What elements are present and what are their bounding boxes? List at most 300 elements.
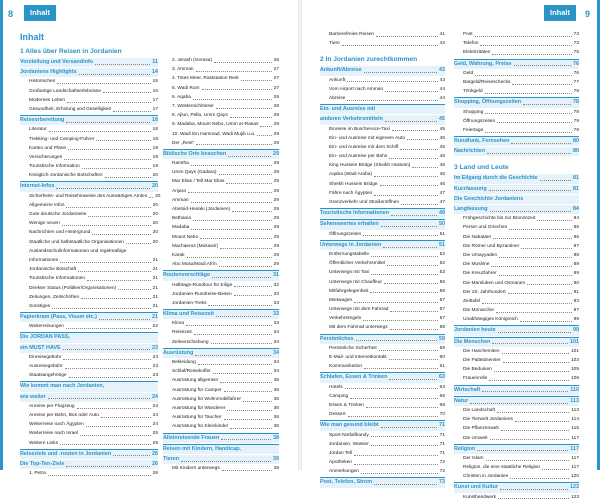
toc-entry[interactable] xyxy=(163,260,279,269)
toc-entry[interactable] xyxy=(163,74,279,83)
toc-section-entry[interactable] xyxy=(454,136,579,146)
toc-entry[interactable] xyxy=(320,85,445,94)
dot-leader xyxy=(196,139,272,146)
dot-leader xyxy=(224,386,272,393)
toc-entry[interactable] xyxy=(320,268,445,277)
toc-entry[interactable] xyxy=(320,296,445,305)
toc-entry[interactable] xyxy=(454,242,579,251)
toc-entry[interactable] xyxy=(163,177,279,186)
toc-page-number: 29 xyxy=(273,122,279,128)
toc-section-entry[interactable] xyxy=(454,444,579,454)
dot-leader xyxy=(371,440,438,447)
toc-page-number: 59 xyxy=(439,335,445,342)
toc-page-number: 58 xyxy=(439,325,445,331)
toc-page-number: 68 xyxy=(439,402,445,408)
dot-leader xyxy=(118,284,150,291)
toc-entry[interactable] xyxy=(163,102,279,111)
toc-page-number: 29 xyxy=(273,161,279,167)
dot-leader xyxy=(523,98,571,105)
dot-leader xyxy=(385,115,437,122)
toc-entry[interactable] xyxy=(454,30,579,39)
toc-entry[interactable] xyxy=(320,76,445,85)
toc-entry[interactable] xyxy=(20,162,158,171)
toc-section-entry[interactable] xyxy=(454,185,579,194)
toc-entry[interactable] xyxy=(454,214,579,223)
toc-section-entry[interactable] xyxy=(320,240,445,250)
toc-section-entry[interactable] xyxy=(320,334,445,344)
toc-page-number: 57 xyxy=(439,307,445,313)
dot-leader xyxy=(193,93,272,100)
toc-entry[interactable] xyxy=(163,395,279,404)
toc-entry[interactable] xyxy=(163,233,279,242)
dot-leader xyxy=(348,410,438,417)
toc-entry[interactable] xyxy=(320,305,445,314)
dot-leader xyxy=(381,220,437,227)
toc-section-entry[interactable] xyxy=(320,219,445,229)
toc-entry[interactable] xyxy=(454,78,579,87)
toc-entry[interactable] xyxy=(320,152,445,161)
toc-entry[interactable] xyxy=(20,371,158,380)
toc-entry[interactable] xyxy=(163,223,279,232)
dot-leader xyxy=(79,68,150,75)
toc-entry[interactable] xyxy=(20,171,158,180)
toc-entry-title: Klima xyxy=(172,321,184,327)
toc-entry[interactable] xyxy=(20,219,158,228)
toc-entry[interactable] xyxy=(163,281,279,290)
toc-page-number: 57 xyxy=(439,316,445,322)
toc-section-entry[interactable] xyxy=(320,477,445,487)
toc-page-number: 84 xyxy=(573,216,579,222)
dot-leader xyxy=(56,182,150,189)
toc-page-number: 77 xyxy=(573,79,579,85)
dot-leader xyxy=(60,439,151,446)
toc-entry[interactable] xyxy=(454,406,579,415)
dot-leader xyxy=(63,353,150,360)
toc-section-entry[interactable] xyxy=(454,59,579,69)
toc-entry[interactable] xyxy=(20,96,158,105)
toc-section-entry[interactable] xyxy=(20,344,158,353)
dot-leader xyxy=(345,383,438,390)
toc-entry[interactable] xyxy=(20,274,158,283)
toc-entry-title: Im Eilgang durch die Geschichte xyxy=(454,175,538,182)
toc-section-entry[interactable] xyxy=(454,195,579,204)
toc-entry[interactable] xyxy=(320,392,445,401)
toc-section-entry[interactable] xyxy=(454,174,579,183)
toc-entry-title: Frühgeschichte bis zur Bronzezeit xyxy=(463,216,536,222)
toc-entry[interactable] xyxy=(454,415,579,424)
toc-entry[interactable] xyxy=(163,120,279,129)
dot-leader xyxy=(537,214,571,221)
toc-entry-title: Königlich-Jordanische Botschaften xyxy=(29,173,103,179)
toc-entry-title: Die Muslime xyxy=(463,262,490,268)
dot-leader xyxy=(87,274,151,281)
toc-entry[interactable] xyxy=(20,238,158,247)
toc-entry[interactable] xyxy=(454,87,579,96)
toc-entry[interactable] xyxy=(320,314,445,323)
toc-entry[interactable] xyxy=(20,105,158,114)
toc-entry[interactable] xyxy=(320,362,445,371)
toc-entry[interactable] xyxy=(163,413,279,422)
toc-entry[interactable] xyxy=(454,251,579,260)
toc-entry[interactable] xyxy=(320,323,445,332)
toc-entry[interactable] xyxy=(454,233,579,242)
toc-entry[interactable] xyxy=(20,302,158,311)
toc-list-1 xyxy=(20,58,161,478)
toc-entry[interactable] xyxy=(320,353,445,362)
dot-leader xyxy=(470,397,568,404)
toc-page-number: 11 xyxy=(152,59,158,65)
toc-entry[interactable] xyxy=(320,180,445,189)
toc-section-entry[interactable] xyxy=(163,348,279,358)
toc-entry-title: Geld, Währung, Preise xyxy=(454,60,512,67)
toc-entry[interactable] xyxy=(163,319,279,328)
toc-section-entry[interactable] xyxy=(20,381,158,391)
toc-page-number: 42 xyxy=(439,41,445,47)
toc-entry[interactable] xyxy=(20,420,158,429)
toc-entry[interactable] xyxy=(20,210,158,219)
dot-leader xyxy=(77,402,151,409)
toc-entry-title: Versicherungen xyxy=(29,154,63,160)
toc-page-number: 29 xyxy=(273,243,279,249)
toc-section-entry[interactable] xyxy=(20,460,158,469)
toc-entry[interactable] xyxy=(320,259,445,268)
toc-entry-title: Grenzverkehr und Straßenöffnen xyxy=(329,200,400,205)
toc-page-number: 20 xyxy=(152,173,158,179)
toc-entry[interactable] xyxy=(20,402,158,411)
toc-page-number: 34 xyxy=(273,360,279,365)
toc-section-entry[interactable] xyxy=(20,181,158,191)
toc-entry[interactable] xyxy=(20,293,158,302)
toc-entry-title: Bekleidung xyxy=(172,360,196,365)
toc-entry[interactable] xyxy=(320,30,445,39)
toc-section-entry[interactable] xyxy=(454,482,579,492)
toc-page-number: 93 xyxy=(573,298,579,304)
toc-entry[interactable] xyxy=(454,356,579,365)
toc-entry[interactable] xyxy=(454,493,579,502)
toc-entry-title: Sheikh Hussein Bridge xyxy=(329,181,378,187)
toc-entry-title: Die Pflanzenwelt xyxy=(463,426,499,432)
toc-entry[interactable] xyxy=(20,265,158,274)
toc-entry-title: Die Beduinen xyxy=(463,367,492,373)
toc-entry[interactable] xyxy=(163,290,279,299)
toc-entry[interactable] xyxy=(163,404,279,413)
toc-entry[interactable] xyxy=(454,69,579,78)
toc-entry[interactable] xyxy=(20,429,158,438)
toc-entry[interactable] xyxy=(454,117,579,126)
toc-entry-title: Unabhängiges Königreich xyxy=(463,317,518,323)
toc-page-number: 71 xyxy=(439,422,445,429)
toc-page-number: 87 xyxy=(573,243,579,249)
toc-entry-title: Shopping, Öffnungszeiten xyxy=(454,99,522,106)
toc-entry[interactable] xyxy=(320,230,445,239)
toc-entry[interactable] xyxy=(20,256,158,265)
toc-page-number: 21 xyxy=(152,294,158,300)
toc-page-number: 35 xyxy=(273,387,279,393)
toc-entry-title: Kommunikation xyxy=(329,364,363,370)
toc-section-entry[interactable] xyxy=(454,325,579,335)
toc-entry-title: Wenige neuen xyxy=(29,221,60,227)
toc-entry[interactable] xyxy=(454,347,579,356)
toc-entry[interactable] xyxy=(163,214,279,223)
toc-page-number: 29 xyxy=(273,252,279,258)
toc-entry-title: Der 20. Jahrhundert xyxy=(463,289,506,295)
toc-entry-title: Ein- und Ausreise mit eigenem Auto xyxy=(329,135,405,141)
toc-entry[interactable] xyxy=(163,328,279,337)
toc-entry[interactable] xyxy=(320,458,445,467)
toc-entry[interactable] xyxy=(454,306,579,315)
toc-entry[interactable] xyxy=(20,322,158,331)
toc-entry[interactable] xyxy=(320,287,445,296)
dot-leader xyxy=(371,431,438,438)
dot-leader xyxy=(92,228,150,235)
toc-section-entry[interactable] xyxy=(454,97,579,107)
toc-entry[interactable] xyxy=(320,161,445,170)
toc-section-entry[interactable] xyxy=(320,115,445,124)
toc-section-entry[interactable] xyxy=(163,270,279,280)
toc-entry[interactable] xyxy=(163,65,279,74)
toc-entry[interactable] xyxy=(320,125,445,134)
toc-entry-title: Ankunft/Abreise xyxy=(320,67,362,74)
toc-section-entry[interactable] xyxy=(320,104,445,114)
toc-entry[interactable] xyxy=(320,344,445,353)
toc-entry[interactable] xyxy=(320,94,445,103)
dot-leader xyxy=(380,180,438,187)
toc-section-entry[interactable] xyxy=(20,68,158,77)
toc-page-number: 36 xyxy=(273,424,279,430)
toc-entry[interactable] xyxy=(320,278,445,287)
toc-list-4 xyxy=(454,30,579,502)
dot-leader xyxy=(226,177,271,184)
toc-entry[interactable] xyxy=(20,469,158,478)
toc-entry-title: Reisezeit xyxy=(172,330,192,336)
toc-entry[interactable] xyxy=(454,365,579,374)
toc-section-entry[interactable] xyxy=(163,433,279,443)
toc-section-entry[interactable] xyxy=(320,66,445,75)
toc-entry[interactable] xyxy=(163,358,279,367)
dot-leader xyxy=(490,205,571,212)
toc-section-entry[interactable] xyxy=(163,455,279,464)
toc-page-number: 59 xyxy=(439,345,445,351)
toc-entry[interactable] xyxy=(163,168,279,177)
toc-page-number: 72 xyxy=(439,469,445,475)
toc-page-number: 28 xyxy=(273,103,279,109)
toc-entry[interactable] xyxy=(320,143,445,152)
toc-entry[interactable] xyxy=(20,362,158,371)
dot-leader xyxy=(232,205,272,212)
toc-page-number: 45 xyxy=(439,144,445,150)
toc-entry[interactable] xyxy=(20,201,158,210)
toc-entry-title: Nachrichten xyxy=(454,148,486,155)
toc-page-number: 20 xyxy=(152,230,158,236)
toc-entry-title: Die Monarchie xyxy=(463,308,494,314)
toc-page-number: 43 xyxy=(439,67,445,74)
dot-leader xyxy=(103,87,151,94)
toc-entry[interactable] xyxy=(163,299,279,308)
toc-page-number: 110 xyxy=(570,386,579,393)
toc-entry[interactable] xyxy=(454,48,579,57)
toc-page-number: 29 xyxy=(273,170,279,176)
toc-section-entry[interactable] xyxy=(454,337,579,347)
toc-entry[interactable] xyxy=(320,467,445,476)
toc-entry-title: Zeittafel xyxy=(463,298,481,304)
toc-page-number: 33 xyxy=(273,321,279,327)
toc-entry[interactable] xyxy=(320,449,445,458)
toc-entry[interactable] xyxy=(454,297,579,306)
toc-entry[interactable] xyxy=(454,108,579,117)
toc-entry[interactable] xyxy=(20,439,158,448)
dot-leader xyxy=(62,219,151,226)
toc-entry[interactable] xyxy=(163,205,279,214)
toc-section-entry[interactable] xyxy=(454,385,579,395)
toc-entry-title: Mar Elias / Tell Mar Elias xyxy=(172,179,225,185)
toc-entry[interactable] xyxy=(163,84,279,93)
toc-entry[interactable] xyxy=(454,223,579,232)
toc-entry[interactable] xyxy=(454,472,579,481)
dot-leader xyxy=(196,65,272,72)
toc-entry[interactable] xyxy=(320,39,445,48)
toc-entry[interactable] xyxy=(163,130,279,139)
toc-entry[interactable] xyxy=(163,242,279,251)
toc-entry-title: Weiterreise nach Ägypten xyxy=(29,422,84,428)
toc-page-number: 63 xyxy=(439,374,445,381)
toc-entry[interactable] xyxy=(320,383,445,392)
dot-leader xyxy=(194,328,272,335)
toc-entry[interactable] xyxy=(20,353,158,362)
toc-entry[interactable] xyxy=(20,284,158,293)
toc-section-entry[interactable] xyxy=(20,393,158,402)
toc-entry[interactable] xyxy=(454,463,579,472)
toc-entry[interactable] xyxy=(20,192,161,201)
dot-leader xyxy=(374,189,437,196)
toc-section-entry[interactable] xyxy=(163,309,279,319)
toc-entry[interactable] xyxy=(454,434,579,443)
toc-entry[interactable] xyxy=(20,247,158,256)
toc-entry[interactable] xyxy=(20,125,158,134)
toc-section-entry[interactable] xyxy=(320,372,445,382)
toc-entry[interactable] xyxy=(163,159,279,168)
toc-entry[interactable] xyxy=(320,410,445,419)
toc-entry[interactable] xyxy=(454,260,579,269)
toc-entry-title: Religion, die eine staatliche Religion xyxy=(463,465,541,471)
toc-entry[interactable] xyxy=(320,198,445,207)
toc-entry[interactable] xyxy=(454,315,579,324)
toc-entry[interactable] xyxy=(163,367,279,376)
toc-section-entry[interactable] xyxy=(454,205,579,214)
toc-entry[interactable] xyxy=(163,386,279,395)
toc-entry[interactable] xyxy=(320,170,445,179)
toc-entry[interactable] xyxy=(20,144,158,153)
toc-entry[interactable] xyxy=(320,401,445,410)
toc-page-number: 28 xyxy=(273,94,279,100)
toc-entry[interactable] xyxy=(20,153,158,162)
toc-entry-title: Alleinreisende Frauen xyxy=(163,434,220,441)
toc-entry[interactable] xyxy=(163,139,279,148)
toc-section-entry[interactable] xyxy=(163,444,279,454)
toc-entry[interactable] xyxy=(454,279,579,288)
toc-entry-title: Abu Musa/Wadi Afrin xyxy=(172,262,217,268)
dot-leader xyxy=(354,296,437,303)
toc-page-number: 79 xyxy=(573,118,579,124)
toc-entry-title: Papierkram (Pass, Visum etc.) xyxy=(20,314,97,321)
toc-section-entry[interactable] xyxy=(20,115,158,125)
toc-section-entry[interactable] xyxy=(454,147,579,156)
toc-entry[interactable] xyxy=(20,135,158,144)
toc-entry[interactable] xyxy=(163,93,279,102)
toc-entry[interactable] xyxy=(20,77,158,86)
toc-entry-title: 3. Amman xyxy=(172,67,194,73)
toc-entry[interactable] xyxy=(20,228,158,237)
toc-entry[interactable] xyxy=(454,269,579,278)
toc-entry[interactable] xyxy=(454,454,579,463)
toc-section-entry[interactable] xyxy=(20,449,158,459)
toc-entry[interactable] xyxy=(163,56,279,65)
toc-page-number: 101 xyxy=(570,348,579,354)
dot-leader xyxy=(66,322,151,329)
toc-section-entry[interactable] xyxy=(20,332,158,342)
toc-entry-title: Einreisegebühr xyxy=(29,354,62,360)
toc-entry[interactable] xyxy=(454,39,579,48)
toc-page-number: 20 xyxy=(152,239,158,245)
dot-leader xyxy=(363,314,437,321)
toc-entry[interactable] xyxy=(320,440,445,449)
dot-leader xyxy=(113,105,151,112)
dot-leader xyxy=(489,185,571,192)
toc-entry[interactable] xyxy=(163,338,279,347)
toc-entry[interactable] xyxy=(320,431,445,440)
toc-entry[interactable] xyxy=(163,251,279,260)
toc-entry[interactable] xyxy=(163,187,279,196)
toc-entry[interactable] xyxy=(320,250,445,259)
toc-entry[interactable] xyxy=(454,288,579,297)
dot-leader xyxy=(243,395,272,402)
toc-page-number: 21 xyxy=(152,267,158,273)
toc-section-entry[interactable] xyxy=(20,312,158,322)
toc-entry[interactable] xyxy=(454,126,579,135)
dot-leader xyxy=(68,144,151,151)
chapter-title: 1 Alles über Reisen in Jordanien xyxy=(20,48,122,55)
toc-section-entry[interactable] xyxy=(320,208,445,218)
toc-page-number: 117 xyxy=(571,455,579,461)
toc-section-entry[interactable] xyxy=(163,149,279,159)
toc-entry-title: Mitfahrgelegenheit xyxy=(329,288,369,294)
toc-entry[interactable] xyxy=(20,411,158,420)
dot-leader xyxy=(95,58,150,65)
toc-page-number: 45 xyxy=(439,116,445,123)
dot-leader xyxy=(49,125,151,132)
toc-section-entry[interactable] xyxy=(454,396,579,406)
dot-leader xyxy=(81,293,151,300)
toc-section-entry[interactable] xyxy=(20,58,158,67)
toc-entry[interactable] xyxy=(163,196,279,205)
toc-page-number: 32 xyxy=(273,282,279,288)
dot-leader xyxy=(498,326,571,333)
toc-page-number: 61 xyxy=(439,364,445,370)
toc-entry[interactable] xyxy=(454,424,579,433)
toc-entry[interactable] xyxy=(163,111,279,120)
toc-entry[interactable] xyxy=(163,422,279,431)
toc-entry[interactable] xyxy=(20,87,158,96)
toc-entry[interactable] xyxy=(163,464,279,473)
toc-entry[interactable] xyxy=(320,189,445,198)
toc-entry-title: 4. Totes Meer, Raststation Rest xyxy=(172,76,239,82)
toc-entry[interactable] xyxy=(320,134,445,143)
toc-section-entry[interactable] xyxy=(320,420,445,430)
toc-entry[interactable] xyxy=(163,376,279,385)
left-edge-strip xyxy=(0,0,3,470)
toc-entry-title: Tieren xyxy=(163,455,180,462)
toc-entry[interactable] xyxy=(454,374,579,383)
toc-entry-title: King Hussein Bridge (Sheikh Hussein) xyxy=(329,163,411,169)
